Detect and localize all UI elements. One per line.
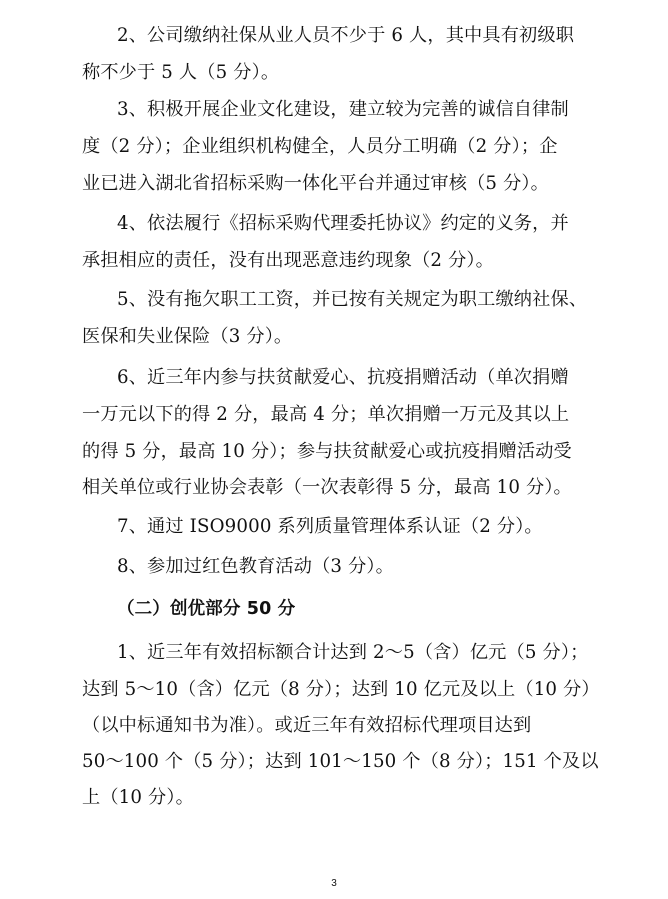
paragraph-line: 4、依法履行《招标采购代理委托协议》约定的义务，并	[117, 213, 569, 234]
page-number: 3	[331, 878, 337, 889]
paragraph-line: 一万元以下的得 2 分，最高 4 分；单次捐赠一万元及其以上	[82, 404, 570, 425]
section-heading: （二）创优部分 50 分	[117, 599, 296, 619]
paragraph-line: 50～100 个（5 分）；达到 101～150 个（8 分）；151 个及以	[82, 751, 599, 772]
paragraph-line: 3、积极开展企业文化建设，建立较为完善的诚信自律制	[117, 99, 569, 120]
paragraph-line: 度（2 分）；企业组织机构健全，人员分工明确（2 分）；企	[82, 136, 558, 157]
paragraph-line: （以中标通知书为准）。或近三年有效招标代理项目达到	[82, 715, 532, 736]
paragraph-line: 1、近三年有效招标额合计达到 2～5（含）亿元（5 分）；	[117, 642, 589, 663]
paragraph-line: 医保和失业保险（3 分）。	[82, 326, 293, 347]
paragraph-line: 上（10 分）。	[82, 787, 194, 808]
paragraph-line: 业已进入湖北省招标采购一体化平台并通过审核（5 分）。	[82, 173, 549, 194]
paragraph-line: 8、参加过红色教育活动（3 分）。	[117, 556, 394, 577]
paragraph-line: 达到 5～10（含）亿元（8 分）；达到 10 亿元及以上（10 分）	[82, 679, 600, 700]
paragraph-line: 5、没有拖欠职工工资，并已按有关规定为职工缴纳社保、	[117, 289, 588, 310]
paragraph-line: 称不少于 5 人（5 分）。	[82, 62, 280, 83]
paragraph-line: 承担相应的责任，没有出现恶意违约现象（2 分）。	[82, 250, 494, 271]
paragraph-line: 7、通过 ISO9000 系列质量管理体系认证（2 分）。	[117, 516, 543, 537]
paragraph-line: 6、近三年内参与扶贫献爱心、抗疫捐赠活动（单次捐赠	[117, 367, 569, 388]
paragraph-line: 2、公司缴纳社保从业人员不少于 6 人，其中具有初级职	[117, 25, 575, 46]
paragraph-line: 的得 5 分，最高 10 分）；参与扶贫献爱心或抗疫捐赠活动受	[82, 441, 572, 462]
paragraph-line: 相关单位或行业协会表彰（一次表彰得 5 分，最高 10 分）。	[82, 477, 572, 498]
